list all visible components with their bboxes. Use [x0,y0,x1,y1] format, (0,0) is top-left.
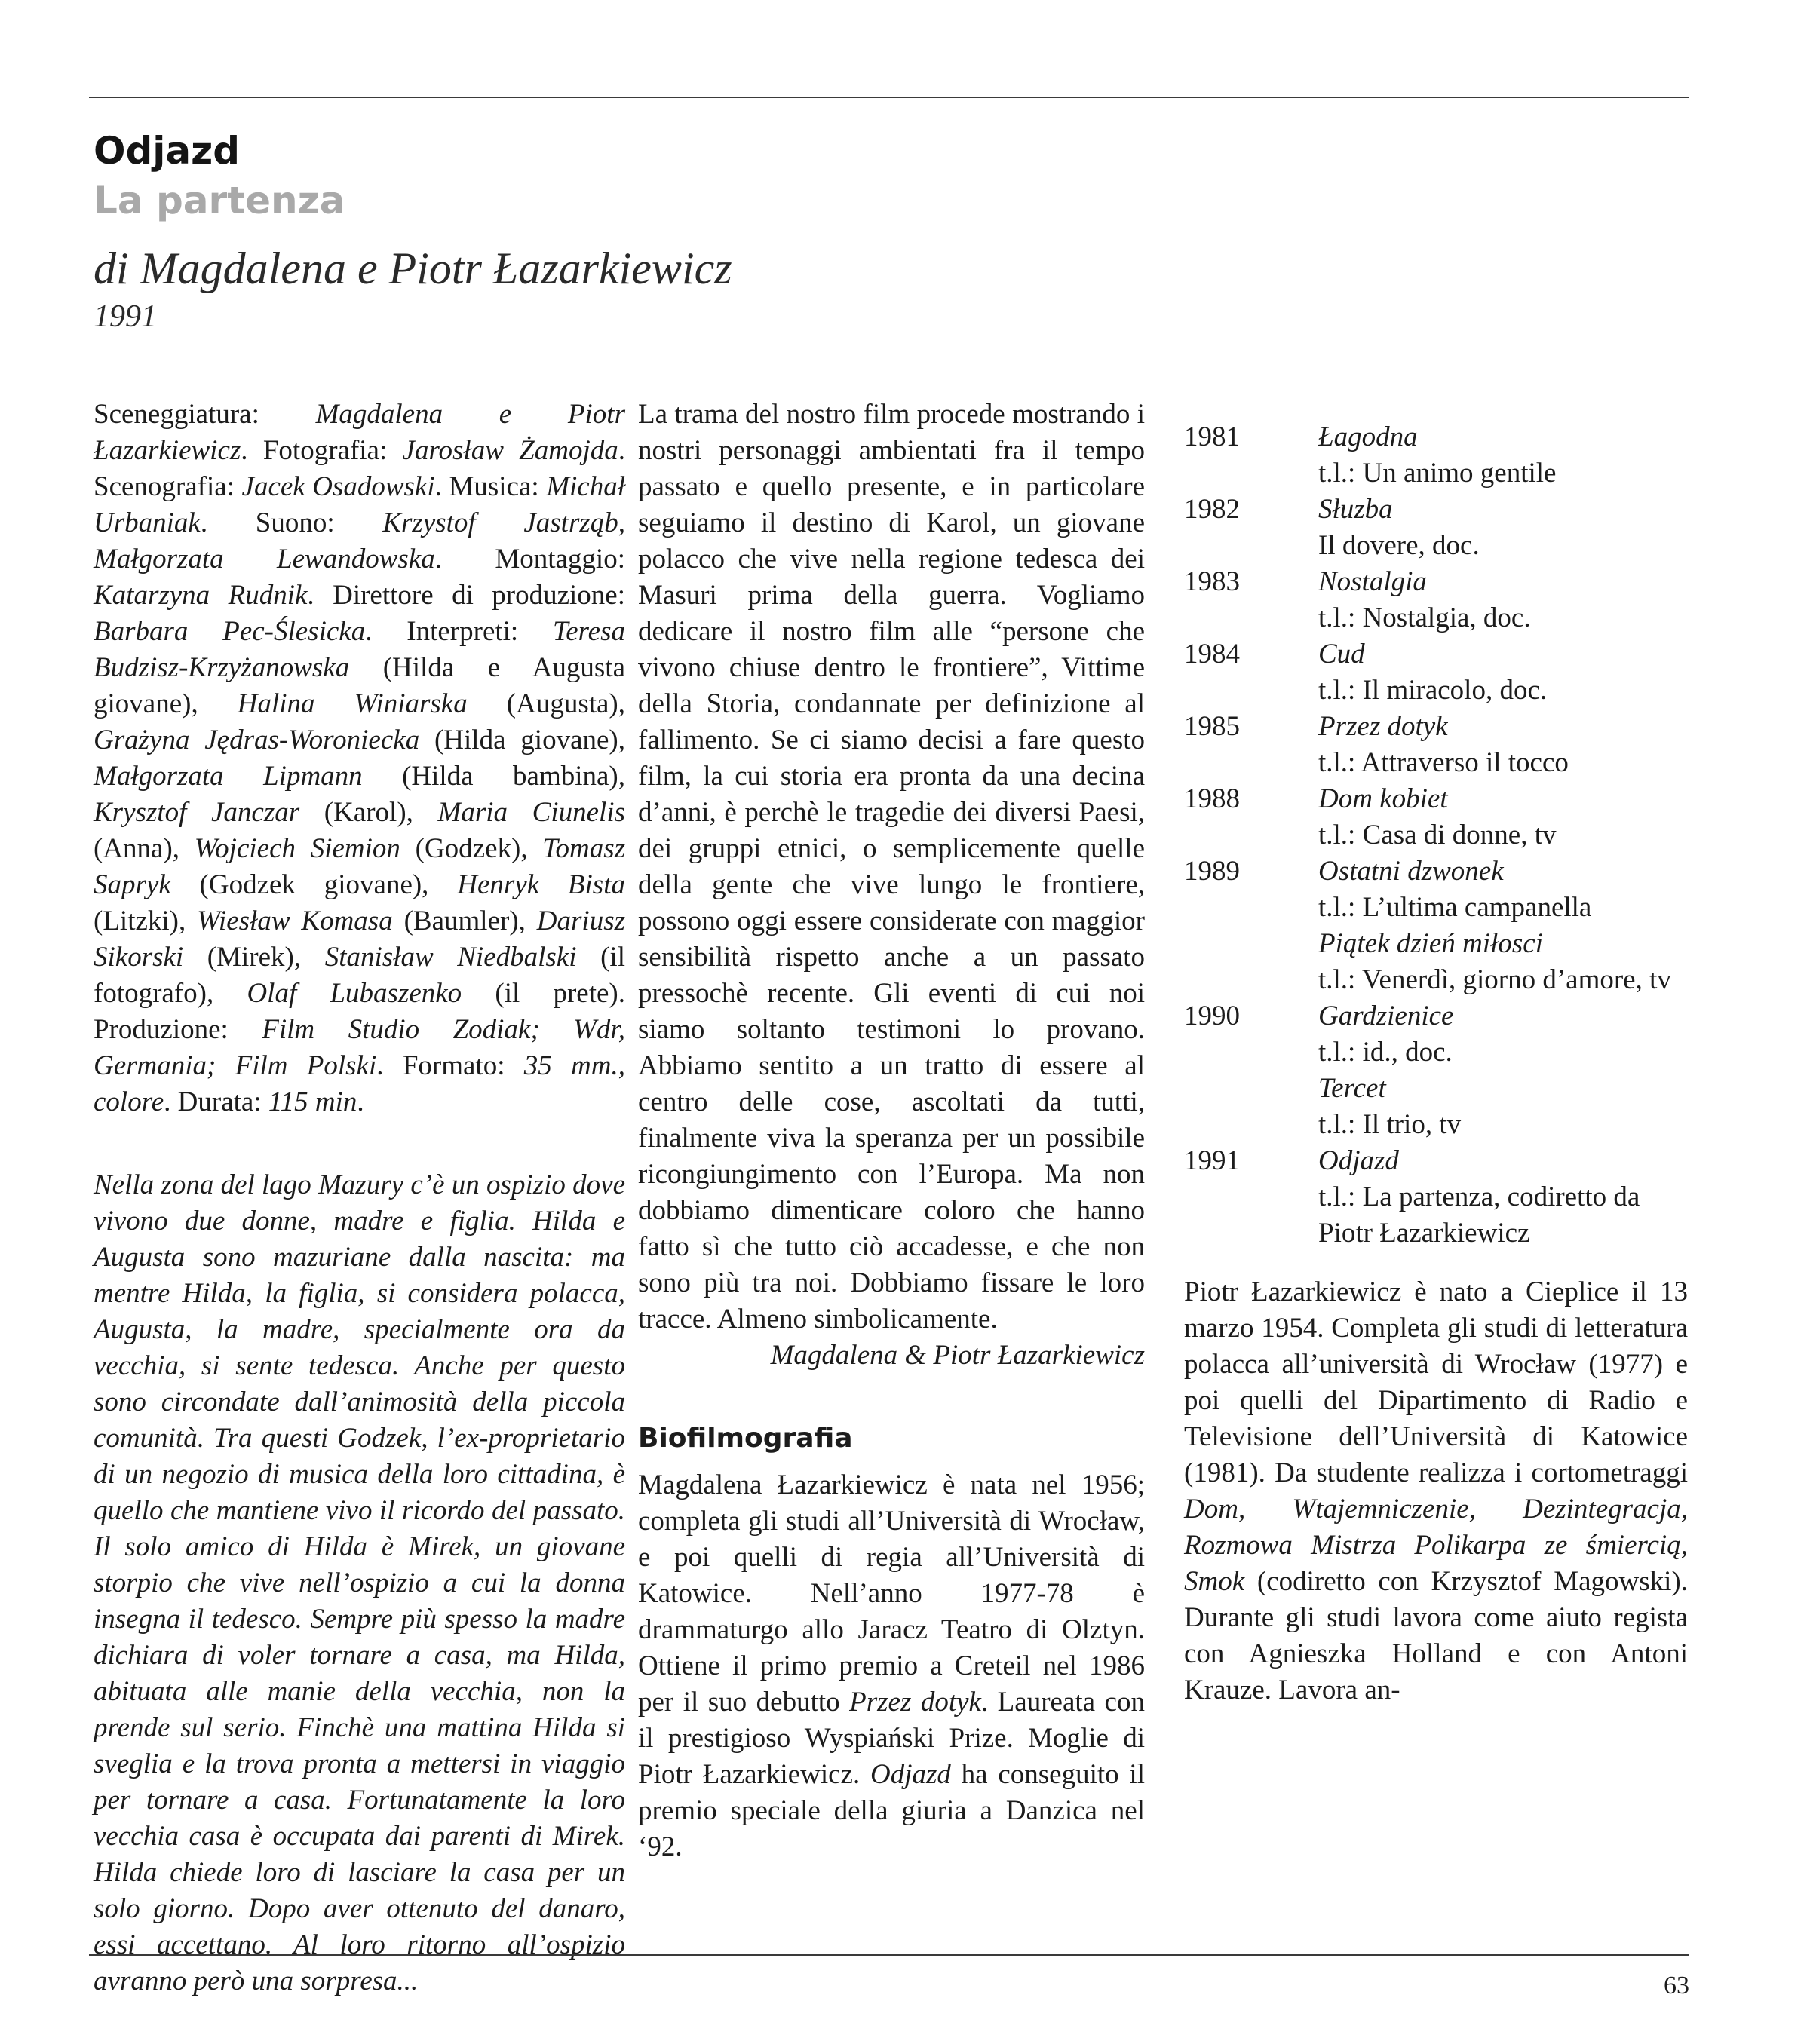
text-run: (Augusta), [467,688,625,719]
text-run: (il prete). Produzione: [94,978,625,1045]
bottom-rule [89,1954,1689,1956]
italic-run: Henryk Bista [457,869,625,900]
film-subtitle: La partenza [94,179,345,222]
italic-run: Dariusz Sikorski [94,906,625,973]
italic-run: Małgorzata Lipmann [94,761,363,792]
credits-paragraph [94,397,625,1120]
text-run: Magdalena Łazarkiewicz è nata nel 1956; completa gli studi all’Università di Wrocław, e poi quelli di regia all’Università di Katowice. Nell’anno 1977-78 è drammaturgo allo Jaracz Teatro di Olztyn. Ottiene il primo premio a Creteil nel 1986 per il suo debutto [638,1469,1145,1718]
byline: di Magdalena e Piotr Łazarkiewicz [94,244,732,293]
filmography-year: 1981 [1184,421,1240,452]
article-header [94,127,1225,338]
italic-run: Maria Ciunelis [437,797,626,828]
text-run: Piotr Łazarkiewicz è nato a Cieplice il 13 marzo 1954. Completa gli studi di letteratura polacca all’università di Wrocław (1977) e poi quelli del Dipartimento di Radio e Televisione dell’Università di Katowice (1981). Da studente realizza i cortometraggi [1184,1276,1688,1488]
page-number: 63 [1664,1972,1689,2000]
column-3 [1184,397,1688,1708]
film-title-entry: Dom kobiet [1318,783,1448,814]
film-title-entry: Gardzienice [1318,1001,1454,1031]
italic-run: Odjazd [870,1759,951,1790]
filmography-entry [1184,781,1688,853]
film-title-entry: Tercet [1318,1073,1386,1104]
film-note: t.l.: Attraverso il tocco [1318,747,1569,778]
italic-run: Jarosław Żamojda [402,435,618,466]
italic-run: Wiesław Komasa [197,906,393,936]
italic-run: Katarzyna Rudnik [94,580,308,611]
film-title-entry: Ostatni dzwonek [1318,856,1504,887]
filmography-year: 1982 [1184,494,1240,525]
filmography-year: 1983 [1184,566,1240,597]
bio-piotr-paragraph [1184,1274,1688,1708]
italic-run: Krzystof Jastrząb, Małgorzata Lewandowska [94,507,626,575]
text-run: . Durata: [164,1086,268,1117]
text-run: (Godzek), [400,833,543,864]
directors-statement: La trama del nostro film procede mostrando i nostri personaggi ambientati fra il tempo passato e quello presente, e in particolare seguiamo il destino di Karol, un giovane polacco che vive nella regione tedesca dei Masuri prima della guerra. Vogliamo dedicare il nostro film alle “persone che vivono chiuse dentro le frontiere”, Vittime della Storia, condannate per definizione al fallimento. Se ci siamo decisi a fare questo film, la cui storia era pronta da una decina d’anni, è perchè le tragedie dei diversi Paesi, dei gruppi etnici, o semplicemente quelle della gente che vive lungo le frontiere, possono oggi essere considerate con maggior sensibilità rispetto anche a un passato pressochè recente. Gli eventi di cui noi siamo soltanto testimoni lo provano. Abbiamo sentito a un tratto di essere al centro delle cose, ascoltati da tutti, finalmente viva la speranza per un possibile ricongiungimento con l’Europa. Ma non dobbiamo dimenticare coloro che hanno fatto sì che tutto ciò accadesse, e che non sono più tra noi. Dobbiamo fissare le loro tracce. Almeno simbolicamente. [638,399,1145,1335]
film-note: Il dovere, doc. [1318,530,1480,561]
filmography-entry [1184,492,1688,564]
text-run: (Anna), [94,833,195,864]
text-run: (Mirek), [183,942,325,973]
film-note: t.l.: Il trio, tv [1318,1109,1462,1140]
film-title: Odjazd [94,129,241,173]
text-run: (Hilda bambina), [362,761,625,792]
filmography-year: 1988 [1184,783,1240,814]
text-run: (Godzek giovane), [170,869,458,900]
italic-run: Jacek Osadowski [241,471,435,502]
italic-run: Magdalena e Piotr Łazarkiewicz [94,399,625,466]
film-note: t.l.: Casa di donne, tv [1318,820,1557,850]
statement-signature: Magdalena & Piotr Łazarkiewicz [770,1340,1145,1371]
text-run: ha conseguito il premio speciale della giuria a Danzica nel ‘92. [638,1759,1145,1862]
italic-run: Przez dotyk [849,1687,981,1718]
filmography-entry [1184,419,1688,492]
filmography-year: 1989 [1184,856,1240,887]
italic-run: Michał Urbaniak [94,471,625,538]
filmography-entry [1184,564,1688,636]
synopsis-paragraph: Nella zona del lago Mazury c’è un ospizio dove vivono due donne, madre e figlia. Hilda e Augusta sono mazuriane dalla nascita: ma mentre Hilda, la figlia, si considera polacca, Augusta, la madre, specialmente ora da vecchia, si sente tedesca. Anche per questo sono circondate dall’animosità della piccola comunità. Tra questi Godzek, l’ex-proprietario di un negozio di musica della loro cittadina, è quello che mantiene vivo il ricordo del passato. Il solo amico di Hilda è Mirek, un giovane storpio che vive nell’ospizio a cui la donna insegna il tedesco. Sempre più spesso la madre dichiara di voler tornare a casa, ma Hilda, abituata alle manie della vecchia, non la prende sul serio. Finchè una mattina Hilda si sveglia e la trova pronta a mettersi in viaggio per tornare a casa. Fortunatamente la loro vecchia casa è occupata dai parenti di Mirek. Hilda chiede loro di lasciare la casa per un solo giorno. Dopo aver ottenuto del danaro, essi accettano. Al loro ritorno all’ospizio avranno però una sorpresa... [94,1169,625,1997]
text-run: (il fotografo), [94,942,625,1009]
filmography-entry [1184,1143,1688,1252]
italic-run: Halina Winiarska [237,688,468,719]
film-title-entry: Przez dotyk [1318,711,1448,742]
text-run: . Interpreti: [365,616,554,647]
film-title-entry: Łagodna [1318,421,1418,452]
film-title-entry: Słuzba [1318,494,1393,525]
film-note: t.l.: L’ultima campanella [1318,892,1592,923]
film-note: t.l.: La partenza, codiretto da Piotr Łazarkiewicz [1318,1181,1640,1249]
filmography-entry [1184,709,1688,781]
text-run: (Hilda e Augusta giovane), [94,652,625,719]
film-note: t.l.: Venerdì, giorno d’amore, tv [1318,964,1671,995]
filmography-entry [1184,998,1688,1143]
filmography-year: 1990 [1184,1001,1240,1031]
italic-run: Barbara Pec-Ślesicka [94,616,366,647]
italic-run: Grażyna Jędras-Woroniecka [94,725,420,755]
film-title-entry: Piątek dzień miłosci [1318,928,1543,959]
text-run: (Hilda giovane), [419,725,625,755]
filmography-list [1184,419,1688,1252]
film-title-entry: Cud [1318,639,1365,670]
italic-run: Olaf Lubaszenko [247,978,462,1009]
text-run: . Montaggio: [434,544,625,575]
text-run: . Formato: [376,1050,524,1081]
text-run: . [357,1086,364,1117]
film-title-entry: Odjazd [1318,1145,1399,1176]
filmography-year: 1985 [1184,711,1240,742]
filmography-year: 1984 [1184,639,1240,670]
text-run: . Laureata con il prestigioso Wyspiański Prize. Moglie di Piotr Łazarkiewicz. [638,1687,1145,1790]
biofilmography-heading: Biofilmografia [638,1423,853,1454]
bio-magdalena-paragraph [638,1467,1145,1865]
italic-run: Dom, Wtajemniczenie, Dezintegracja, Rozmowa Mistrza Polikarpa ze śmiercią, Smok [1184,1494,1688,1597]
film-note: t.l.: id., doc. [1318,1037,1453,1068]
italic-run: Film Studio Zodiak; Wdr, Germania; Film Polski [94,1014,625,1081]
italic-run: Wojciech Siemion [194,833,400,864]
italic-run: Tomasz Sapryk [94,833,625,900]
text-run: (Baumler), [392,906,537,936]
text-run: . Direttore di produzione: [307,580,626,611]
text-run: (codiretto con Krzysztof Magowski). Durante gli studi lavora come aiuto regista con Agnieszka Holland e con Antoni Krauze. Lavora an- [1184,1566,1688,1705]
film-title-entry: Nostalgia [1318,566,1427,597]
film-note: t.l.: Il miracolo, doc. [1318,675,1548,706]
text-run: . Suono: [200,507,383,538]
italic-run: Krysztof Janczar [94,797,300,828]
text-run: . Fotografia: [241,435,403,466]
text-run: . Scenografia: [94,435,626,502]
column-1 [94,397,625,2000]
text-run: Sceneggiatura: [94,399,316,430]
film-note: t.l.: Un animo gentile [1318,458,1557,489]
filmography-year: 1991 [1184,1145,1240,1176]
film-year: 1991 [94,299,157,334]
filmography-entry [1184,853,1688,998]
top-rule [89,97,1689,98]
italic-run: 35 mm., colore [94,1050,625,1117]
column-2 [638,397,1145,1865]
italic-run: Teresa Budzisz-Krzyżanowska [94,616,625,683]
text-run: . Musica: [434,471,547,502]
filmography-entry [1184,636,1688,709]
italic-run: 115 min [268,1086,357,1117]
text-run: (Litzki), [94,906,198,936]
text-run: (Karol), [299,797,438,828]
italic-run: Stanisław Niedbalski [324,942,577,973]
film-note: t.l.: Nostalgia, doc. [1318,602,1531,633]
